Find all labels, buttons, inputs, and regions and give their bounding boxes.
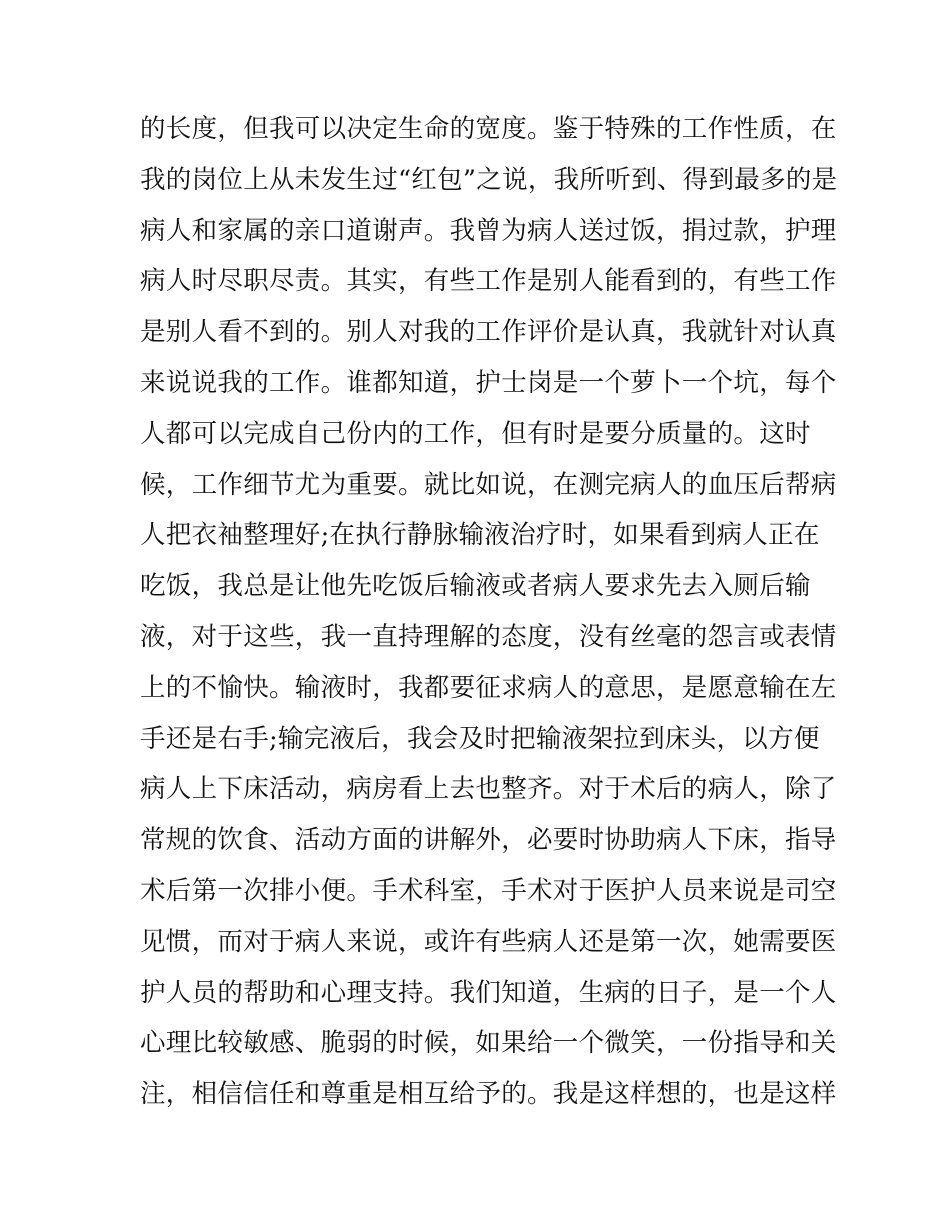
text-line: 是别人看不到的。别人对我的工作评价是认真，我就针对认真 [140, 317, 837, 348]
text-line: 病人时尽职尽责。其实，有些工作是别人能看到的，有些工作 [140, 266, 837, 297]
text-line: 吃饭，我总是让他先吃饭后输液或者病人要求先去入厕后输 [140, 571, 811, 602]
text-line: 的长度，但我可以决定生命的宽度。鉴于特殊的工作性质，在 [140, 114, 837, 144]
text-line: 病人和家属的亲口道谢声。我曾为病人送过饭，捐过款，护理 [140, 215, 837, 246]
text-line: 我的岗位上从未发生过“红包”之说，我所听到、得到最多的是 [140, 164, 838, 195]
text-line: 注，相信信任和尊重是相互给予的。我是这样想的，也是这样 [140, 1079, 837, 1110]
text-line: 手还是右手;输完液后，我会及时把输液架拉到床头，以方便 [140, 723, 820, 754]
text-line: 人都可以完成自己份内的工作，但有时是要分质量的。这时 [140, 418, 811, 449]
text-line: 上的不愉快。输液时，我都要征求病人的意思，是愿意输在左 [140, 672, 837, 703]
text-line: 候，工作细节尤为重要。就比如说，在测完病人的血压后帮病 [140, 469, 837, 500]
text-line: 液，对于这些，我一直持理解的态度，没有丝毫的怨言或表情 [140, 621, 837, 652]
text-line: 心理比较敏感、脆弱的时候，如果给一个微笑，一份指导和关 [140, 1028, 837, 1059]
text-line: 来说说我的工作。谁都知道，护士岗是一个萝卜一个坑，每个 [140, 367, 837, 398]
text-line: 人把衣袖整理好;在执行静脉输液治疗时，如果看到病人正在 [140, 520, 820, 551]
text-line: 常规的饮食、活动方面的讲解外，必要时协助病人下床，指导 [140, 825, 837, 856]
text-line: 病人上下床活动，病房看上去也整齐。对于术后的病人，除了 [140, 774, 837, 805]
text-line: 术后第一次排小便。手术科室，手术对于医护人员来说是司空 [140, 875, 837, 906]
text-line: 护人员的帮助和心理支持。我们知道，生病的日子，是一个人 [140, 977, 837, 1008]
body-text [140, 104, 838, 1120]
text-line: 见惯，而对于病人来说，或许有些病人还是第一次，她需要医 [140, 926, 837, 957]
